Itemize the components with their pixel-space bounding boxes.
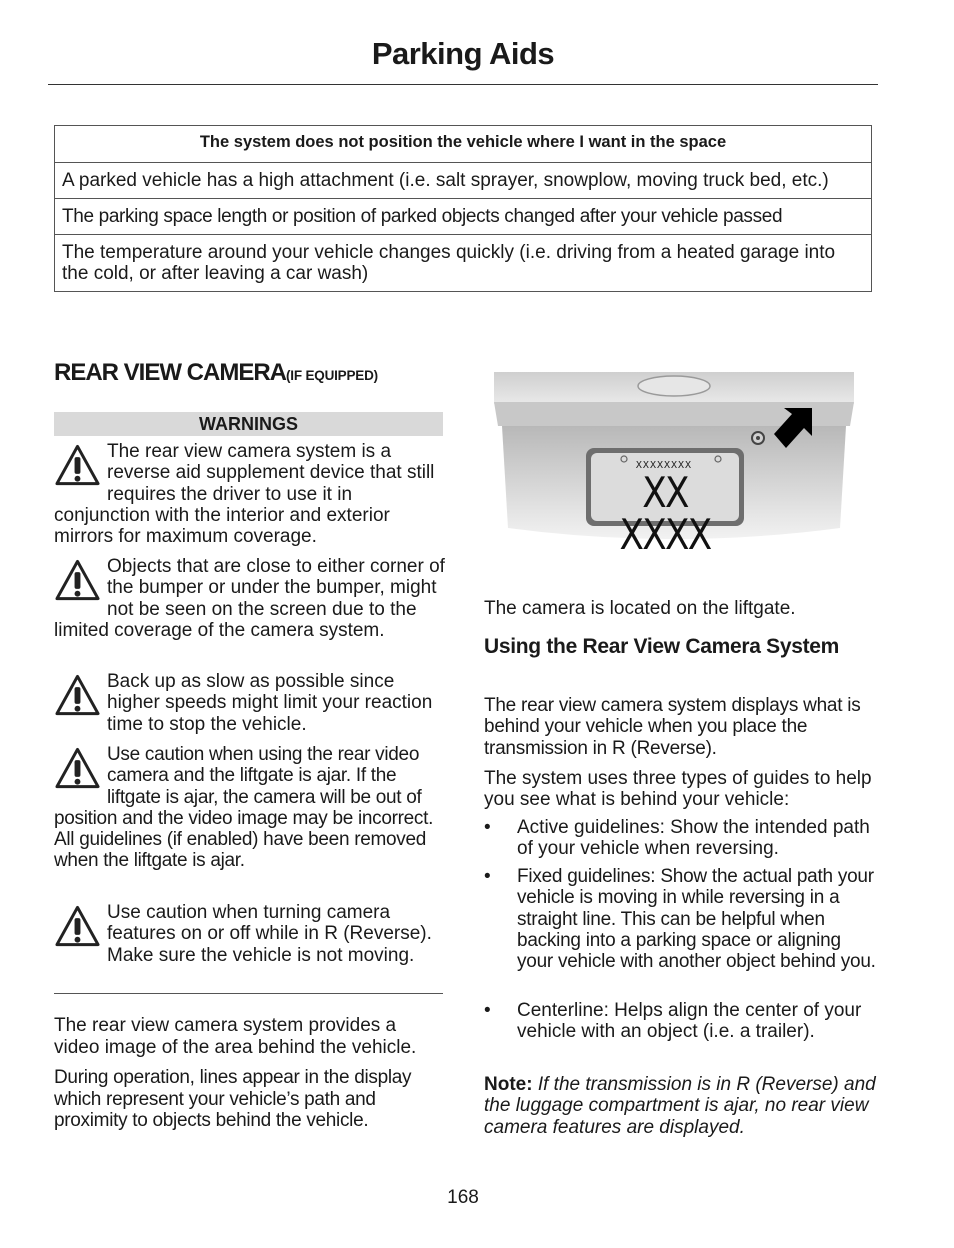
list-item [484,817,876,860]
warning-text: Objects that are close to either corner of the bumper or under the bumper, might not be seen on the screen due to the limited coverage of the camera system. [54,556,445,641]
list-item-text: Centerline: Helps align the center of your vehicle with an object (i.e. a trailer). [517,1000,862,1043]
warning-text: Back up as slow as possible since higher speeds might limit your reaction time to stop the vehicle. [107,671,433,735]
warnings-label: WARNINGS [54,412,443,436]
warning-text: The rear view camera system is a reverse aid supplement device that still requires the driver to use it in conjunction with the interior and exterior mirrors for maximum coverage. [54,441,435,548]
warning-text: Use caution when using the rear video camera and the liftgate is ajar. If the liftgate is ajar, the camera will be out of position and the video image may be incorrect. All guidelines (if enabled) have been removed when the liftgate is ajar. [54,744,434,872]
page-title: Parking Aids [371,36,555,71]
warning-triangle-icon [54,746,101,790]
table-header: The system does not position the vehicle where I want in the space [55,126,871,163]
list-item [484,866,876,972]
list-item [484,1000,876,1043]
bullet-marker: • [484,1000,491,1021]
table-row: The parking space length or position of parked objects changed after your vehicle passed [55,199,871,235]
body-paragraph: During operation, lines appear in the display which represent your vehicle’s path and proximity to objects behind the vehicle. [54,1067,412,1131]
plate-small-text: XXXXXXXX [635,460,693,471]
liftgate-camera-figure [494,364,854,559]
table-row: A parked vehicle has a high attachment (i.e. salt sprayer, snowplow, moving truck bed, etc.) [55,163,871,199]
page-number: 168 [447,1187,479,1208]
note-text: If the transmission is in R (Reverse) and the luggage compartment is ajar, no rear view camera features are displayed. [484,1074,876,1138]
body-paragraph: The system uses three types of guides to help you see what is behind your vehicle: [484,768,872,811]
subsection-heading: Using the Rear View Camera System [484,635,840,658]
bullet-marker: • [484,866,491,887]
warning-item [54,902,446,966]
warning-text: Use caution when turning camera features on or off while in R (Reverse). Make sure the vehicle is not moving. [107,902,432,966]
note-paragraph [484,1074,876,1138]
warning-item [54,441,446,547]
warning-item [54,671,446,735]
warning-triangle-icon [54,904,101,948]
warning-triangle-icon [54,673,101,717]
section-heading [54,359,378,387]
list-item-text: Fixed guidelines: Show the actual path your vehicle is moving in while reversing in a straight line. This can be helpful when backing into a parking space or aligning your vehicle with another object behind you. [517,866,876,973]
list-item-text: Active guidelines: Show the intended path of your vehicle when reversing. [517,817,870,860]
body-paragraph: The rear view camera system displays what is behind your vehicle when you place the transmission in R (Reverse). [484,695,861,759]
warning-triangle-icon [54,443,101,487]
troubleshooting-table [54,125,872,292]
title-divider [48,84,878,85]
body-paragraph: The rear view camera system provides a video image of the area behind the vehicle. [54,1015,417,1058]
section-heading-suffix: (IF EQUIPPED) [286,368,378,383]
warning-item [54,744,446,872]
figure-caption: The camera is located on the liftgate. [484,598,796,619]
warning-item [54,556,446,641]
warning-triangle-icon [54,558,101,602]
plate-number-text: XX XXXX [619,468,711,559]
bullet-marker: • [484,817,491,838]
table-row: The temperature around your vehicle changes quickly (i.e. driving from a heated garage into the cold, or after leaving a car wash) [62,242,836,284]
warnings-divider [54,993,443,994]
note-label: Note: [484,1074,533,1095]
section-heading-text: REAR VIEW CAMERA [54,359,287,386]
